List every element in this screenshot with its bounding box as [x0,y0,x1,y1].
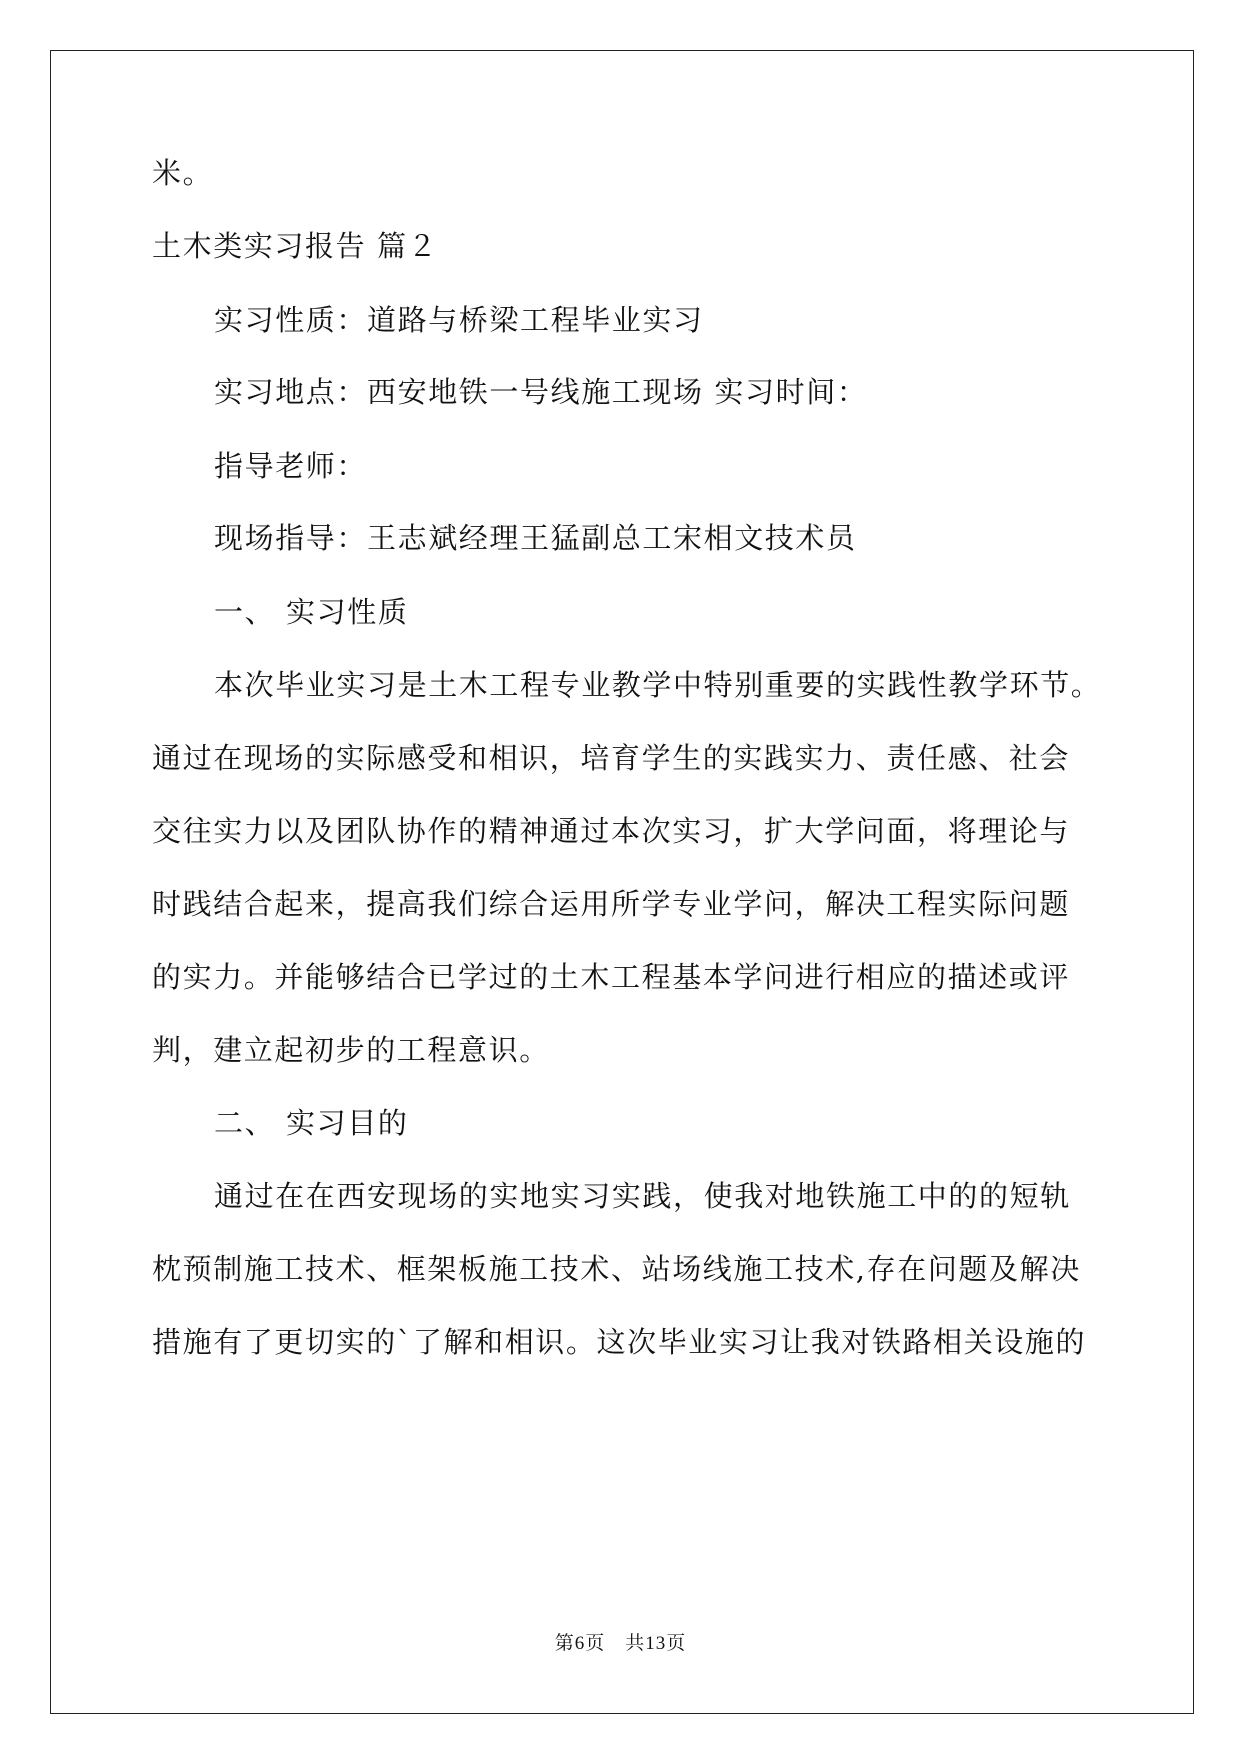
subsection-heading: 二、 实习目的 [214,1106,409,1140]
text-line: 交往实力以及团队协作的精神通过本次实习，扩大学问面，将理论与 [152,814,1071,848]
text-line: 枕预制施工技术、框架板施工技术、站场线施工技术,存在问题及解决 [152,1252,1081,1286]
page-mid: 页 共 [585,1632,646,1654]
subsection-heading: 一、 实习性质 [214,595,409,629]
text-line: 米。 [152,156,214,190]
text-line: 时践结合起来，提高我们综合运用所学专业学问，解决工程实际问题 [152,887,1071,921]
page-suffix: 页 [666,1632,687,1654]
text-line: 措施有了更切实的`了解和相识。这次毕业实习让我对铁路相关设施的 [152,1325,1087,1359]
text-line: 本次毕业实习是土木工程专业教学中特别重要的实践性教学环节。 [214,668,1102,702]
text-line: 实习地点：西安地铁一号线施工现场 实习时间： [214,375,868,409]
section-heading: 土木类实习报告 篇２ [152,229,439,263]
text-line: 现场指导：王志斌经理王猛副总工宋相文技术员 [214,521,857,555]
page-number-footer [0,1630,1241,1657]
text-line: 的实力。并能够结合已学过的土木工程基本学问进行相应的描述或评 [152,960,1071,994]
text-line: 实习性质：道路与桥梁工程毕业实习 [214,303,704,337]
page-total: 13 [645,1633,667,1654]
page-current: 6 [574,1633,586,1654]
page-prefix: 第 [554,1632,575,1654]
text-line: 指导老师： [214,449,368,483]
text-line: 通过在现场的实际感受和相识，培育学生的实践实力、责任感、社会 [152,741,1071,775]
text-line: 判，建立起初步的工程意识。 [152,1033,550,1067]
text-line: 通过在在西安现场的实地实习实践，使我对地铁施工中的的短轨 [214,1179,1071,1213]
